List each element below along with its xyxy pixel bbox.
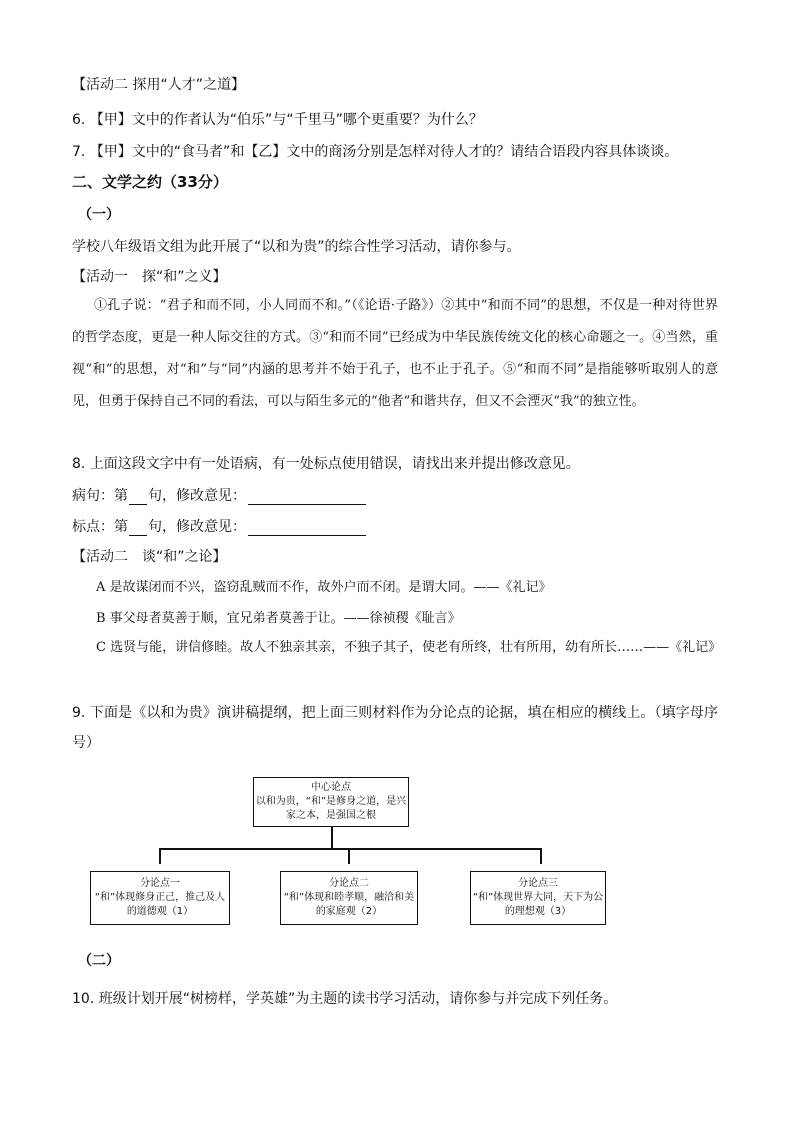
part2-label: （二） — [78, 953, 120, 969]
part1-label: （一） — [78, 207, 120, 223]
punct-advice-blank[interactable] — [248, 521, 366, 536]
activity1-heading: 【活动一 探“和”之义】 — [72, 269, 227, 285]
section-heading: 二、文学之约（33分） — [72, 173, 228, 191]
question-7: 7. 【甲】文中的“食马者”和【乙】文中的商汤分别是怎样对待人才的？请结合语段内容具体谈谈。 — [72, 144, 679, 160]
sub-argument-1-box — [90, 871, 230, 925]
material-a: A 是故谋闭而不兴，盗窃乱贼而不作，故外户而不闭。是谓大同。——《礼记》 — [96, 580, 552, 595]
sick-prefix: 病句：第 — [72, 488, 128, 504]
sub-argument-2-title: 分论点二 — [329, 878, 369, 889]
sick-number-blank[interactable] — [129, 490, 147, 505]
punct-mid: 句，修改意见： — [148, 519, 246, 535]
sub-argument-1-text: “和”体现修身正己，推己及人的道德观（1） — [94, 892, 226, 917]
question-8: 8. 上面这段文字中有一处语病，有一处标点使用错误，请找出来并提出修改意见。 — [72, 456, 580, 472]
connector-drop-2 — [348, 848, 350, 864]
sick-advice-blank[interactable] — [248, 490, 366, 505]
passage: ①孔子说：“君子和而不同，小人同而不和。”（《论语·子路》）②其中“和而不同”的思想，不仅是一种对待世界的哲学态度，更是一种人际交往的方式。③“和而不同”已经成为中华民族传统文化的核心命题之一。④当然，重视“和”的思想，对“和”与“同”内涵的思考并不始于孔子，也不止于孔子。⑤“和而不同”是指能够听取别人的意见，但勇于保持自己不同的看法，可以与陌生多元的“他者”和谐共存，但又不会湮灭“我”的独立性。 — [72, 298, 718, 409]
answer-line-sick-sentence — [72, 487, 366, 505]
sub-argument-2-box — [280, 871, 418, 925]
connector-horizontal — [159, 848, 541, 850]
question-6: 6. 【甲】文中的作者认为“伯乐”与“千里马”哪个更重要？为什么？ — [72, 112, 483, 128]
punct-number-blank[interactable] — [129, 521, 147, 536]
sub-argument-3-title: 分论点三 — [518, 878, 558, 889]
intro-text: 学校八年级语文组为此开展了“以和为贵”的综合性学习活动，请你参与。 — [72, 239, 521, 255]
material-b: B 事父母者莫善于顺，宜兄弟者莫善于让。——徐祯稷《耻言》 — [96, 611, 461, 626]
sick-mid: 句，修改意见： — [148, 488, 246, 504]
activity2-heading-2: 【活动二 谈“和”之论】 — [72, 549, 227, 565]
central-argument-title: 中心论点 — [311, 782, 351, 793]
material-c: C 选贤与能，讲信修睦。故人不独亲其亲，不独子其子，使老有所终，壮有所用，幼有所长……——《礼记》 — [96, 640, 722, 655]
question-10: 10. 班级计划开展“树榜样，学英雄”为主题的读书学习活动，请你参与并完成下列任务。 — [72, 991, 618, 1007]
connector-vertical-main — [331, 827, 333, 849]
sub-argument-2-text: “和”体现和睦孝顺，融洽和美的家庭观（2） — [283, 892, 415, 917]
punct-prefix: 标点：第 — [72, 519, 128, 535]
activity2-heading-1: 【活动二 探用“人才”之道】 — [72, 77, 245, 93]
question-9: 9. 下面是《以和为贵》演讲稿提纲，把上面三则材料作为分论点的论据，填在相应的横线上。（填字母序号） — [72, 705, 718, 751]
answer-line-punctuation — [72, 518, 366, 536]
central-argument-text: 以和为贵，“和”是修身之道，是兴家之本，是强国之根 — [255, 796, 407, 821]
sub-argument-3-box — [470, 871, 606, 925]
connector-drop-1 — [159, 848, 161, 864]
central-argument-box — [253, 777, 409, 827]
connector-drop-3 — [540, 848, 542, 864]
sub-argument-3-text: “和”体现世界大同，天下为公的理想观（3） — [472, 892, 604, 917]
sub-argument-1-title: 分论点一 — [140, 878, 180, 889]
